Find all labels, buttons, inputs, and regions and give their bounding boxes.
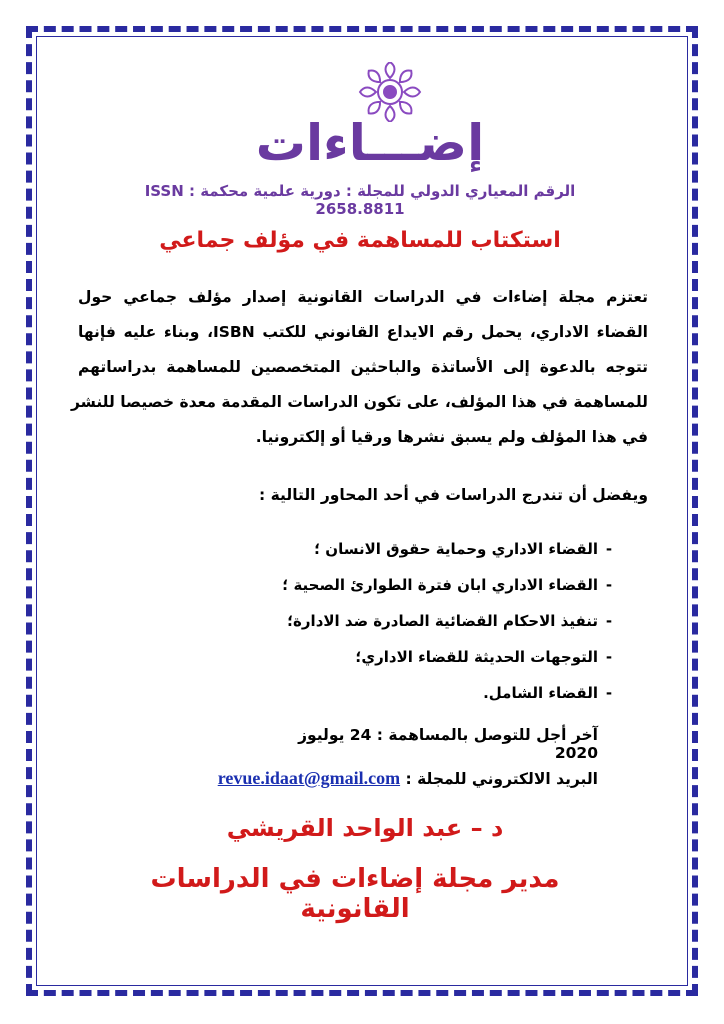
axis-text: القضاء الاداري ابان فترة الطوارئ الصحية ؛ xyxy=(282,576,598,594)
logo-wordmark: إضـــاءات xyxy=(255,114,485,172)
axis-text: التوجهات الحديثة للقضاء الاداري؛ xyxy=(355,648,598,666)
journal-logo xyxy=(225,62,515,172)
list-item xyxy=(280,536,620,572)
list-item xyxy=(280,572,620,608)
issn-line: الرقم المعياري الدولي للمجلة : دورية علمية محكمة ISSN : 2658.8811 xyxy=(144,182,576,218)
call-title: استكتاب للمساهمة في مؤلف جماعي xyxy=(159,228,561,253)
axis-text: القضاء الاداري وحماية حقوق الانسان ؛ xyxy=(314,540,598,558)
list-item xyxy=(280,608,620,644)
paragraph-line: تتوجه بالدعوة إلى الأساتذة والباحثين المتخصصين للمساهمة بدراساتهم xyxy=(78,358,648,376)
email-row xyxy=(100,768,598,789)
axes-intro: ويفضل أن تندرج الدراسات في أحد المحاور التالية : xyxy=(259,486,648,504)
page-inner-border xyxy=(36,36,688,986)
signer-role: مدير مجلة إضاءات في الدراسات القانونية xyxy=(150,864,560,924)
call-paragraph xyxy=(70,280,648,455)
signer-name: د – عبد الواحد القريشي xyxy=(226,814,504,842)
list-item xyxy=(280,644,620,680)
bullet: - xyxy=(605,684,613,702)
mandala-ornament-icon xyxy=(225,62,515,122)
email-link[interactable]: revue.idaat@gmail.com xyxy=(217,768,401,788)
paragraph-line: القضاء الاداري، يحمل رقم الايداع القانوني للكتب ISBN، وبناء عليه فإنها xyxy=(78,323,648,341)
paragraph-line: تعتزم مجلة إضاءات في الدراسات القانونية إصدار مؤلف جماعي حول xyxy=(78,288,648,306)
paragraph-line: في هذا المؤلف ولم يسبق نشرها ورقيا أو إلكترونيا. xyxy=(255,428,648,446)
axis-text: تنفيذ الاحكام القضائية الصادرة ضد الادارة؛ xyxy=(287,612,598,630)
bullet: - xyxy=(605,648,613,666)
bullet: - xyxy=(605,576,613,594)
email-label: البريد الالكتروني للمجلة : xyxy=(405,770,598,788)
bullet: - xyxy=(605,612,613,630)
bullet: - xyxy=(605,540,613,558)
deadline: آخر أجل للتوصل بالمساهمة : 24 يوليوز 2020 xyxy=(298,726,598,762)
list-item xyxy=(280,680,620,716)
axis-text: القضاء الشامل. xyxy=(483,684,598,702)
axes-list xyxy=(280,536,620,716)
paragraph-line: للمساهمة في هذا المؤلف، على تكون الدراسات المقدمة معدة خصيصا للنشر xyxy=(70,393,648,411)
